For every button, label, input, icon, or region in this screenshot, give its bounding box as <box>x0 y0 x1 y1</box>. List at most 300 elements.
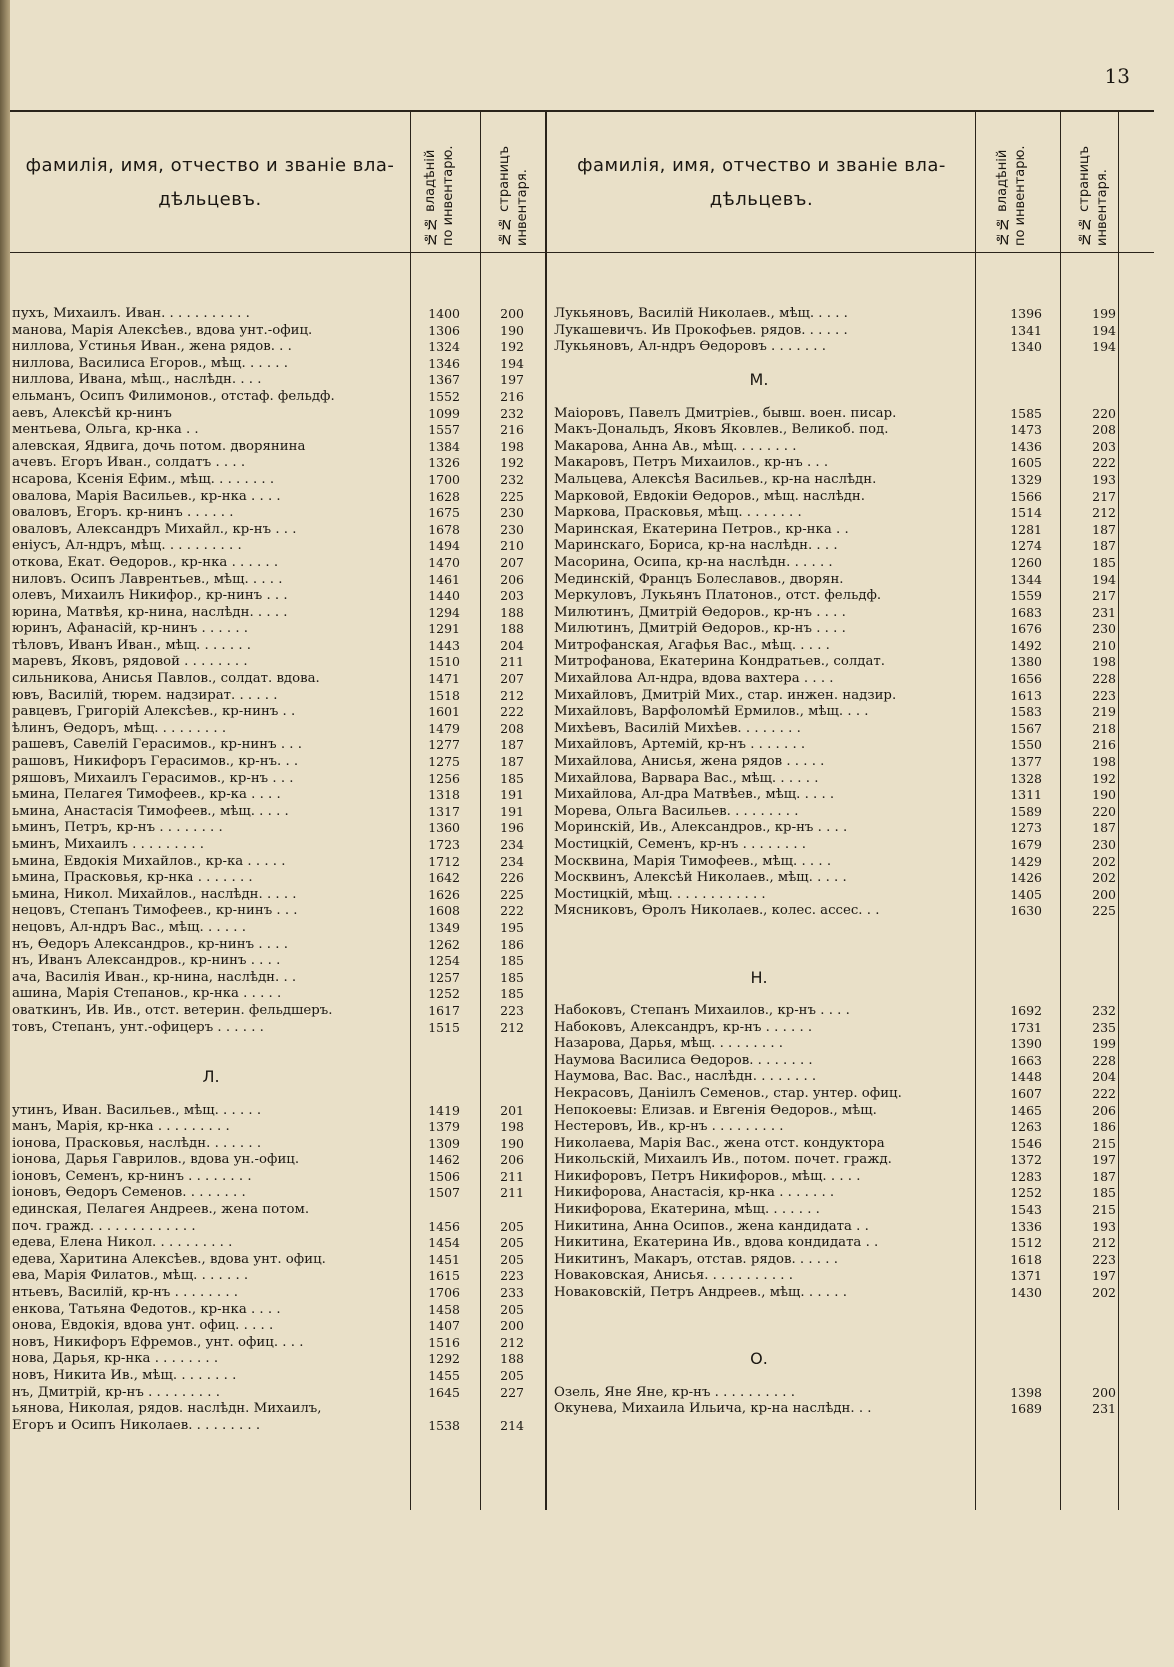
holding-number: 1566 <box>1010 488 1042 504</box>
owner-name: нъ, Дмитрій, кр-нъ . . . . . . . . . <box>12 1384 220 1400</box>
blank-row <box>554 356 1122 373</box>
holding-number: 1260 <box>1010 554 1042 570</box>
owner-name: ева, Марія Филатов., мѣщ. . . . . . . <box>12 1268 249 1284</box>
holding-number: 1336 <box>1010 1218 1042 1234</box>
right-name-header-line2: дѣльцевъ. <box>709 189 814 210</box>
owner-name: пухъ, Михаилъ. Иван. . . . . . . . . . . <box>12 306 250 321</box>
inventory-page-number: 201 <box>500 1102 524 1118</box>
table-row <box>554 671 1122 688</box>
table-row <box>12 1335 534 1352</box>
section-letter: М. <box>749 370 769 390</box>
owner-name: ьминъ, Михаилъ . . . . . . . . . <box>12 837 204 852</box>
owner-name: ачевъ. Егоръ Иван., солдатъ . . . . <box>12 455 246 471</box>
inventory-page-number: 204 <box>500 637 524 653</box>
inventory-page-number: 187 <box>500 737 524 753</box>
table-row <box>554 1103 1122 1120</box>
owner-name: Милютинъ, Дмитрій Ѳедоров., кр-нъ . . . . <box>554 604 846 620</box>
table-row <box>12 1285 534 1302</box>
holding-number: 1679 <box>1010 837 1042 852</box>
table-row <box>12 820 534 837</box>
table-row <box>554 522 1122 539</box>
holding-number: 1512 <box>1010 1235 1042 1251</box>
table-row <box>554 538 1122 555</box>
table-row <box>554 1285 1122 1302</box>
table-row <box>554 1152 1122 1169</box>
owner-name: Некрасовъ, Даніилъ Семенов., стар. унтер. офиц. <box>554 1085 902 1101</box>
inventory-page-number: 230 <box>1092 621 1116 637</box>
inventory-page-number: 205 <box>500 1368 524 1383</box>
inventory-page-number: 234 <box>500 837 524 852</box>
owner-name: Макарова, Анна Ав., мѣщ. . . . . . . . <box>554 438 797 454</box>
table-row <box>12 1152 534 1169</box>
owner-name: алевская, Ядвига, дочь потом. дворянина <box>12 438 306 454</box>
table-row <box>554 787 1122 804</box>
holding-number: 1443 <box>428 637 460 653</box>
owner-name: рашовъ, Никифоръ Герасимов., кр-нъ. . . <box>12 754 299 770</box>
table-row <box>12 1235 534 1252</box>
inventory-page-number: 211 <box>500 654 524 670</box>
owner-name: іоновъ, Ѳедоръ Семенов. . . . . . . . <box>12 1185 246 1201</box>
inventory-page-number: 198 <box>500 1119 524 1135</box>
inventory-page-number: 188 <box>500 1351 524 1367</box>
holding-number: 1706 <box>428 1285 460 1301</box>
table-row <box>12 887 534 904</box>
holding-number: 1628 <box>428 488 460 504</box>
owner-name: ьмина, Прасковья, кр-нка . . . . . . . <box>12 870 253 886</box>
holding-number: 1440 <box>428 588 460 604</box>
owner-name: Наумова, Вас. Вас., наслѣдн. . . . . . . . <box>554 1069 817 1085</box>
holding-number: 1473 <box>1010 422 1042 438</box>
holding-number: 1546 <box>1010 1135 1042 1151</box>
inventory-page-number: 207 <box>500 671 524 687</box>
owner-name: Мединскій, Францъ Болеславов., дворян. <box>554 571 844 587</box>
holding-number: 1430 <box>1010 1285 1042 1301</box>
owner-name: Лукьяновъ, Василій Николаев., мѣщ. . . . . <box>554 306 848 321</box>
table-row <box>554 1003 1122 1020</box>
holding-number: 1317 <box>428 803 460 819</box>
holding-number: 1360 <box>428 820 460 836</box>
holding-number: 1613 <box>1010 687 1042 703</box>
inventory-page-number: 222 <box>1092 1085 1116 1101</box>
holding-number: 1514 <box>1010 505 1042 521</box>
inventory-page-number: 190 <box>500 322 524 338</box>
holding-number: 1349 <box>428 919 460 935</box>
table-row <box>12 1418 534 1435</box>
table-row <box>554 1202 1122 1219</box>
holding-number: 1429 <box>1010 853 1042 869</box>
holding-number: 1274 <box>1010 538 1042 554</box>
holding-number: 1455 <box>428 1368 460 1383</box>
table-row <box>554 588 1122 605</box>
inventory-page-number: 225 <box>500 886 524 902</box>
inventory-page-number: 212 <box>1092 1235 1116 1251</box>
holding-number: 1605 <box>1010 455 1042 471</box>
table-row <box>554 1119 1122 1136</box>
holding-number: 1419 <box>428 1102 460 1118</box>
table-row <box>554 406 1122 423</box>
inventory-page-number: 212 <box>500 1019 524 1035</box>
table-row <box>12 970 534 987</box>
table-row <box>12 505 534 522</box>
inventory-page-number: 228 <box>1092 1052 1116 1068</box>
owner-name: Наумова Василиса Ѳедоров. . . . . . . . <box>554 1052 813 1068</box>
holding-number: 1461 <box>428 571 460 587</box>
col-rule-middle <box>545 110 547 1510</box>
holding-number <box>410 1401 460 1418</box>
inventory-page-number: 215 <box>1092 1135 1116 1151</box>
owner-name: олевъ, Михаилъ Никифор., кр-нинъ . . . <box>12 588 288 604</box>
inventory-page-number: 231 <box>1092 1401 1116 1417</box>
table-row <box>554 439 1122 456</box>
inventory-page-number: 194 <box>1092 339 1116 355</box>
table-row <box>554 572 1122 589</box>
owner-name: ниловъ. Осипъ Лаврентьев., мѣщ. . . . . <box>12 571 283 587</box>
table-row <box>554 422 1122 439</box>
owner-name: тѣловъ, Иванъ Иван., мѣщ. . . . . . . <box>12 637 252 653</box>
table-row <box>12 1020 534 1037</box>
inventory-page-number: 220 <box>1092 405 1116 421</box>
inventory-page-number: 226 <box>500 870 524 886</box>
inventory-page-number: 199 <box>1092 306 1116 321</box>
owner-name: нецовъ, Ал-ндръ Вас., мѣщ. . . . . . <box>12 919 246 935</box>
owner-name: Никитина, Екатерина Ив., вдова кондидата . . <box>554 1235 879 1251</box>
holding-number: 1458 <box>428 1301 460 1317</box>
holding-number: 1390 <box>1010 1036 1042 1052</box>
table-row <box>554 638 1122 655</box>
blank-row <box>554 1368 1122 1385</box>
owner-name: рашевъ, Савелій Герасимов., кр-нинъ . . . <box>12 737 302 753</box>
owner-name: Маіоровъ, Павелъ Дмитріев., бывш. воен. писар. <box>554 405 897 421</box>
holding-number: 1099 <box>428 405 460 421</box>
table-row <box>12 903 534 920</box>
holding-number: 1306 <box>428 322 460 338</box>
inventory-page-number: 223 <box>500 1002 524 1018</box>
inventory-page-number: 223 <box>500 1268 524 1284</box>
table-row <box>554 804 1122 821</box>
inventory-page-number: 194 <box>1092 322 1116 338</box>
inventory-page-number: 200 <box>500 1318 524 1334</box>
holding-number: 1608 <box>428 903 460 919</box>
holding-number: 1678 <box>428 521 460 537</box>
owner-name: ельманъ, Осипъ Филимонов., отстаф. фельдф. <box>12 388 335 404</box>
holding-number: 1326 <box>428 455 460 471</box>
blank-row <box>554 937 1122 954</box>
owner-name: ьмина, Анастасія Тимофеев., мѣщ. . . . . <box>12 803 289 819</box>
owner-name: Маркова, Прасковья, мѣщ. . . . . . . . <box>554 505 802 521</box>
table-row <box>554 688 1122 705</box>
blank-row <box>554 953 1122 970</box>
table-row <box>12 422 534 439</box>
owner-name: ряшовъ, Михаилъ Герасимов., кр-нъ . . . <box>12 770 294 786</box>
inventory-page-number: 212 <box>500 1334 524 1350</box>
inventory-page-number: 187 <box>500 754 524 770</box>
inventory-page-number: 210 <box>1092 637 1116 653</box>
inventory-page-number: 192 <box>500 339 524 355</box>
table-row <box>12 1219 534 1236</box>
table-row <box>12 389 534 406</box>
table-row <box>554 1069 1122 1086</box>
table-row <box>12 522 534 539</box>
owner-name: овалова, Марія Васильев., кр-нка . . . . <box>12 488 281 504</box>
table-row <box>12 1185 534 1202</box>
inventory-page-number: 231 <box>1092 604 1116 620</box>
table-row <box>12 621 534 638</box>
owner-name: маревъ, Яковъ, рядовой . . . . . . . . <box>12 654 248 670</box>
table-row <box>12 1318 534 1335</box>
owner-name: нецовъ, Степанъ Тимофеев., кр-нинъ . . . <box>12 903 298 919</box>
inventory-page-number: 200 <box>500 306 524 321</box>
table-row <box>554 737 1122 754</box>
owner-name: Мостицкій, Семенъ, кр-нъ . . . . . . . . <box>554 837 807 852</box>
owner-name: Милютинъ, Дмитрій Ѳедоров., кр-нъ . . . . <box>554 621 846 637</box>
inventory-page-number: 185 <box>500 770 524 786</box>
inventory-page-number: 223 <box>1092 1251 1116 1267</box>
holding-number: 1589 <box>1010 803 1042 819</box>
right-name-header <box>548 114 975 252</box>
inventory-page-number: 188 <box>500 621 524 637</box>
owner-name: Никитинъ, Макаръ, отстав. рядов. . . . . . <box>554 1251 838 1267</box>
holding-number: 1281 <box>1010 521 1042 537</box>
holding-number: 1567 <box>1010 720 1042 736</box>
owner-name: манова, Марія Алексѣев., вдова унт.-офиц. <box>12 322 313 338</box>
owner-name: Маринскаго, Бориса, кр-на наслѣдн. . . . <box>554 538 838 554</box>
table-row <box>554 505 1122 522</box>
holding-number: 1346 <box>428 355 460 371</box>
table-row <box>12 455 534 472</box>
inventory-page-number: 196 <box>500 820 524 836</box>
table-row <box>12 688 534 705</box>
inventory-page-number: 204 <box>1092 1069 1116 1085</box>
table-row <box>12 1003 534 1020</box>
owner-name: ниллова, Василиса Егоров., мѣщ. . . . . . <box>12 355 288 371</box>
owner-name: Михайлова Ал-ндра, вдова вахтера . . . . <box>554 671 834 687</box>
table-row <box>554 887 1122 904</box>
blank-row <box>12 1086 534 1103</box>
inventory-page-number: 205 <box>500 1301 524 1317</box>
table-row <box>12 771 534 788</box>
holding-number: 1465 <box>1010 1102 1042 1118</box>
table-row <box>554 820 1122 837</box>
holding-number: 1470 <box>428 554 460 570</box>
blank-row <box>554 1318 1122 1335</box>
owner-name: еніусъ, Ал-ндръ, мѣщ. . . . . . . . . . <box>12 538 242 554</box>
owner-name: Никифоровъ, Петръ Никифоров., мѣщ. . . . . <box>554 1168 861 1184</box>
owner-name: ѣлинъ, Ѳедоръ, мѣщ. . . . . . . . . <box>12 720 227 736</box>
owner-name: манъ, Марія, кр-нка . . . . . . . . . <box>12 1119 230 1135</box>
holding-number: 1494 <box>428 538 460 554</box>
inventory-page-number: 234 <box>500 853 524 869</box>
holding-number: 1506 <box>428 1168 460 1184</box>
holding-number: 1607 <box>1010 1085 1042 1101</box>
table-row <box>12 654 534 671</box>
holding-number: 1515 <box>428 1019 460 1035</box>
table-row <box>12 406 534 423</box>
table-row <box>554 1385 1122 1402</box>
holding-number: 1683 <box>1010 604 1042 620</box>
owner-name: новъ, Никита Ив., мѣщ. . . . . . . . <box>12 1368 237 1383</box>
inventory-page-number: 227 <box>500 1384 524 1400</box>
holding-number: 1676 <box>1010 621 1042 637</box>
table-row <box>554 1169 1122 1186</box>
holding-number: 1328 <box>1010 770 1042 786</box>
owner-name: нъ, Ѳедоръ Александров., кр-нинъ . . . . <box>12 936 288 952</box>
owner-name: единская, Пелагея Андреев., жена потом. <box>12 1202 310 1218</box>
table-row <box>554 1185 1122 1202</box>
holding-number: 1292 <box>428 1351 460 1367</box>
table-row <box>12 737 534 754</box>
owner-name: Назарова, Дарья, мѣщ. . . . . . . . . <box>554 1036 783 1052</box>
left-holding-header: №№ владѣній по инвентарю. <box>423 145 456 246</box>
blank-row <box>12 1036 534 1053</box>
owner-name: Набоковъ, Степанъ Михаилов., кр-нъ . . . . <box>554 1002 850 1018</box>
table-row <box>12 1401 534 1418</box>
blank-row <box>554 1302 1122 1319</box>
owner-name: Никитина, Анна Осипов., жена кандидата . . <box>554 1218 869 1234</box>
owner-name: оваловъ, Егоръ. кр-нинъ . . . . . . <box>12 505 234 521</box>
owner-name: Николаева, Марія Вас., жена отст. кондуктора <box>554 1135 885 1151</box>
table-row <box>554 854 1122 871</box>
holding-number: 1630 <box>1010 903 1042 919</box>
inventory-page-number: 202 <box>1092 853 1116 869</box>
table-row <box>12 439 534 456</box>
inventory-page-number: 195 <box>500 919 524 935</box>
header-bottom-rule <box>10 252 1154 253</box>
page-number: 13 <box>1104 64 1130 88</box>
owner-name: Масорина, Осипа, кр-на наслѣдн. . . . . . <box>554 554 833 570</box>
holding-number: 1518 <box>428 687 460 703</box>
inventory-page-number: 185 <box>1092 1185 1116 1201</box>
holding-number: 1254 <box>428 953 460 969</box>
owner-name: откова, Екат. Ѳедоров., кр-нка . . . . . . <box>12 554 279 570</box>
right-page-header: №№ страницъ инвентаря. <box>1077 145 1110 246</box>
holding-number: 1426 <box>1010 870 1042 886</box>
holding-number: 1712 <box>428 853 460 869</box>
table-row <box>12 339 534 356</box>
owner-name: Митрофанова, Екатерина Кондратьев., солдат. <box>554 654 885 670</box>
inventory-page-number: 187 <box>1092 820 1116 836</box>
inventory-page-number: 217 <box>1092 588 1116 604</box>
inventory-page-number: 197 <box>1092 1268 1116 1284</box>
holding-number: 1400 <box>428 306 460 321</box>
holding-number: 1585 <box>1010 405 1042 421</box>
owner-name: юрина, Матвѣя, кр-нина, наслѣдн. . . . . <box>12 604 288 620</box>
section-letter: Н. <box>750 967 768 987</box>
inventory-page-number: 206 <box>1092 1102 1116 1118</box>
table-row <box>12 356 534 373</box>
table-row <box>12 605 534 622</box>
inventory-page-number: 211 <box>500 1185 524 1201</box>
owner-name: едева, Елена Никол. . . . . . . . . . <box>12 1235 233 1251</box>
holding-number: 1479 <box>428 720 460 736</box>
owner-name: Михѣевъ, Василій Михѣев. . . . . . . . <box>554 720 801 736</box>
table-row <box>554 837 1122 854</box>
table-row <box>554 555 1122 572</box>
owner-name: ача, Василія Иван., кр-нина, наслѣдн. . . <box>12 969 297 985</box>
blank-row <box>554 1335 1122 1352</box>
owner-name: Михайловъ, Варфоломѣй Ермилов., мѣщ. . . . <box>554 704 869 720</box>
table-row <box>12 1302 534 1319</box>
inventory-page-number: 199 <box>1092 1036 1116 1052</box>
table-row <box>554 472 1122 489</box>
owner-name: Набоковъ, Александръ, кр-нъ . . . . . . <box>554 1019 813 1035</box>
holding-number: 1311 <box>1010 787 1042 803</box>
inventory-page-number: 222 <box>1092 455 1116 471</box>
table-row <box>12 588 534 605</box>
table-row <box>12 804 534 821</box>
table-row <box>12 953 534 970</box>
table-row <box>554 754 1122 771</box>
right-entries-column <box>554 306 1122 1418</box>
inventory-page-number: 225 <box>1092 903 1116 919</box>
owner-name: утинъ, Иван. Васильев., мѣщ. . . . . . <box>12 1102 262 1118</box>
inventory-page-number: 215 <box>1092 1202 1116 1218</box>
inventory-page-number: 191 <box>500 803 524 819</box>
book-spine <box>0 0 10 1667</box>
holding-number: 1329 <box>1010 471 1042 487</box>
owner-name: Михайлова, Анисья, жена рядов . . . . . <box>554 754 825 770</box>
holding-number: 1283 <box>1010 1168 1042 1184</box>
holding-number: 1550 <box>1010 737 1042 753</box>
table-row <box>554 1086 1122 1103</box>
holding-number: 1405 <box>1010 886 1042 902</box>
inventory-page-number: 188 <box>500 604 524 620</box>
owner-name: оваловъ, Александръ Михайл., кр-нъ . . . <box>12 521 297 537</box>
holding-number: 1340 <box>1010 339 1042 355</box>
owner-name: ьмина, Никол. Михайлов., наслѣдн. . . . . <box>12 886 297 902</box>
inventory-page-number: 205 <box>500 1235 524 1251</box>
owner-name: поч. гражд. . . . . . . . . . . . . <box>12 1218 196 1234</box>
inventory-page-number: 228 <box>1092 671 1116 687</box>
table-row <box>12 472 534 489</box>
holding-number: 1324 <box>428 339 460 355</box>
table-row <box>554 1235 1122 1252</box>
owner-name: Михайлова, Ал-дра Матвѣев., мѣщ. . . . . <box>554 787 835 803</box>
holding-number: 1291 <box>428 621 460 637</box>
inventory-page-number: 220 <box>1092 803 1116 819</box>
holding-number: 1626 <box>428 886 460 902</box>
table-row <box>554 771 1122 788</box>
holding-number: 1471 <box>428 671 460 687</box>
left-name-header-line1: фамилія, имя, отчество и званіе вла- <box>25 155 395 176</box>
table-row <box>12 986 534 1003</box>
table-row <box>554 1036 1122 1053</box>
table-row <box>12 837 534 854</box>
inventory-page-number: 193 <box>1092 1218 1116 1234</box>
owner-name: ювъ, Василій, тюрем. надзират. . . . . . <box>12 687 278 703</box>
table-row <box>12 1136 534 1153</box>
owner-name: іоновъ, Семенъ, кр-нинъ . . . . . . . . <box>12 1168 252 1184</box>
table-row <box>12 1351 534 1368</box>
inventory-page-number: 232 <box>500 405 524 421</box>
table-row <box>12 1119 534 1136</box>
table-row <box>12 754 534 771</box>
inventory-page-number: 197 <box>1092 1152 1116 1168</box>
inventory-page-number: 185 <box>500 969 524 985</box>
owner-name: Новаковская, Анисья. . . . . . . . . . . <box>554 1268 793 1284</box>
owner-name: Мясниковъ, Ѳролъ Николаев., колес. ассес. . . <box>554 903 880 919</box>
holding-number: 1700 <box>428 471 460 487</box>
inventory-page-number: 222 <box>500 903 524 919</box>
inventory-page-number: 207 <box>500 554 524 570</box>
inventory-page-number <box>460 1202 524 1219</box>
inventory-page-number: 190 <box>1092 787 1116 803</box>
owner-name: Морева, Ольга Васильев. . . . . . . . . <box>554 803 799 819</box>
holding-number: 1367 <box>428 372 460 388</box>
table-row <box>12 538 534 555</box>
owner-name: Маринская, Екатерина Петров., кр-нка . . <box>554 521 849 537</box>
left-name-header <box>10 114 410 252</box>
owner-name: Москвина, Марія Тимофеев., мѣщ. . . . . <box>554 853 832 869</box>
